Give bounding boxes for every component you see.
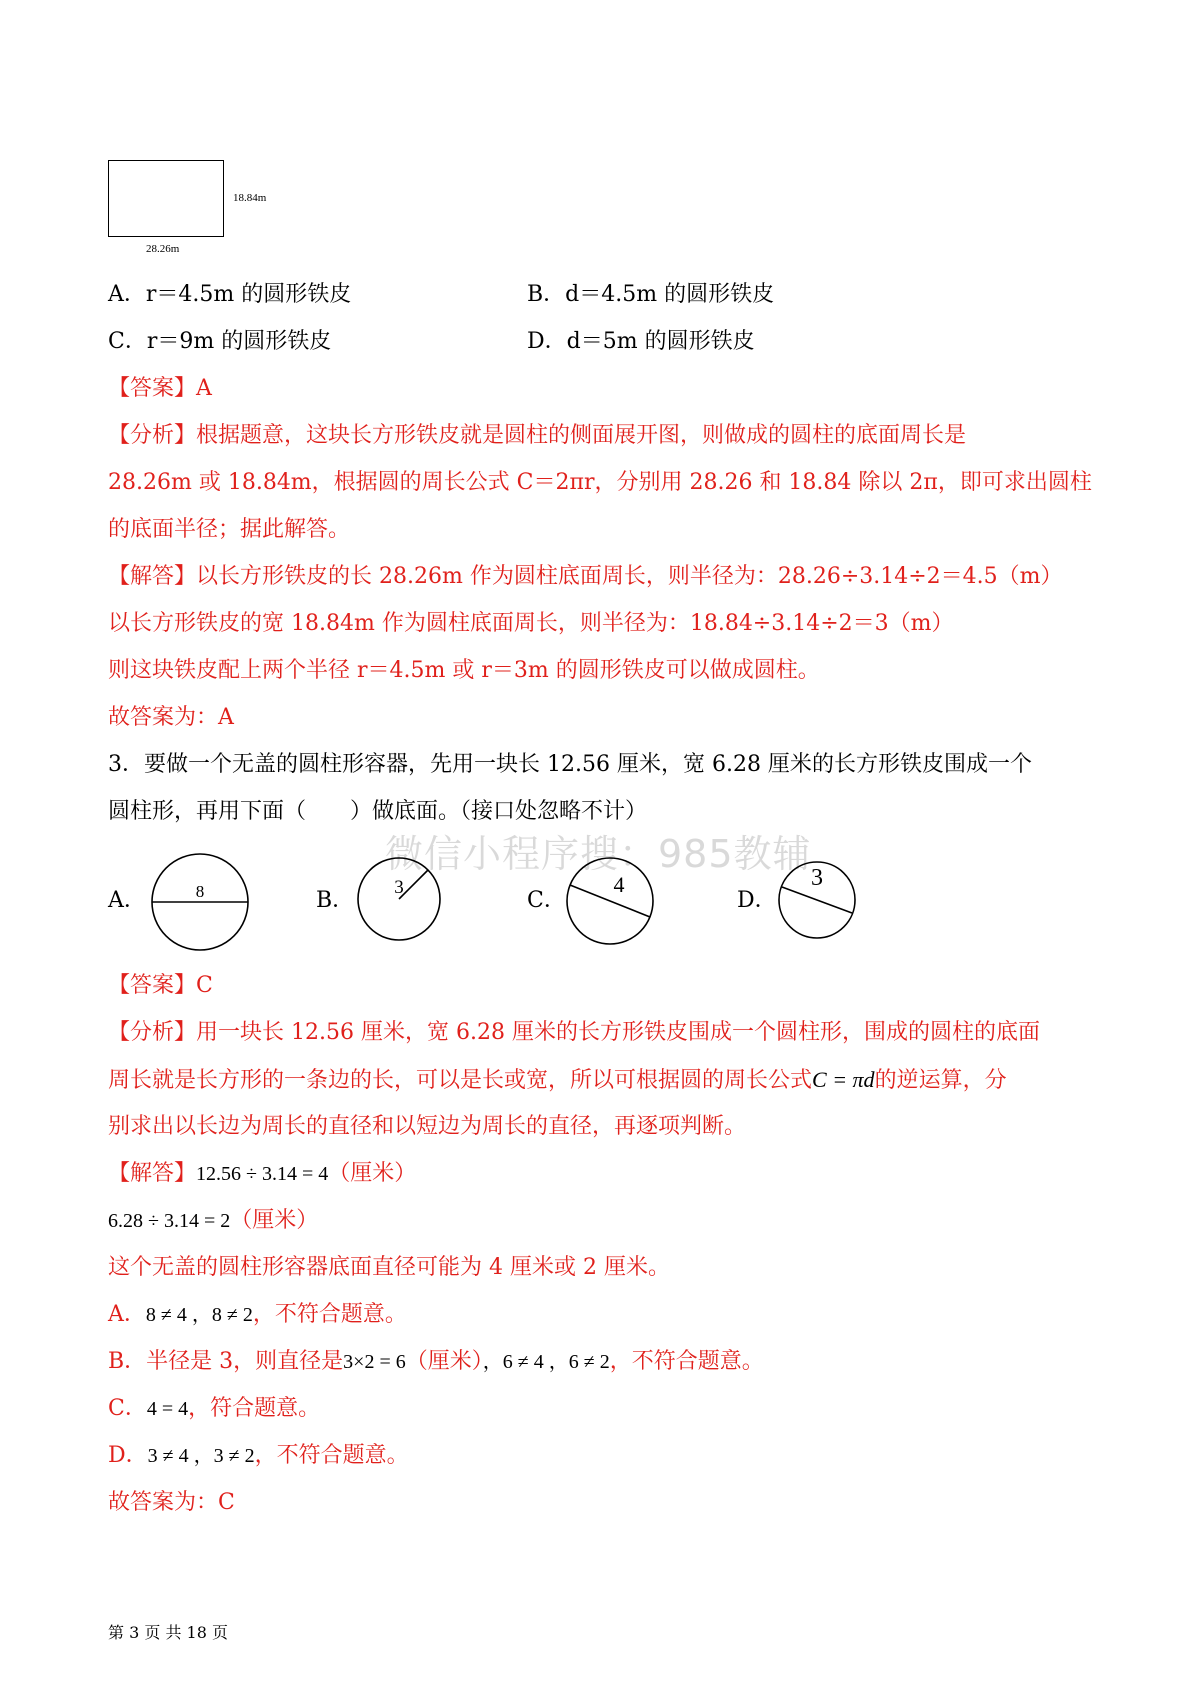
- q2-option-d: D．d＝5m 的圆形铁皮: [527, 329, 755, 354]
- q2-answer: 【答案】A: [108, 376, 212, 401]
- iron-sheet-rectangle: [108, 160, 224, 237]
- page-footer: 第 3 页 共 18 页: [108, 1623, 228, 1642]
- q3-analysis-line-2: [108, 1065, 1007, 1096]
- q3-solution-option-d: [108, 1441, 409, 1471]
- option-d-math: 3 ≠ 4 ，3 ≠ 2: [147, 1445, 255, 1467]
- q2-analysis-line-1: 【分析】根据题意，这块长方形铁皮就是圆柱的侧面展开图，则做成的圆柱的底面周长是: [108, 423, 967, 448]
- watermark: 微信小程序搜：985教辅: [385, 832, 812, 876]
- q3-analysis-line-1: 【分析】用一块长 12.56 厘米，宽 6.28 厘米的长方形铁皮围成一个圆柱形，围成的圆柱的底面: [108, 1020, 1040, 1045]
- q3-analysis-line-2-post: 的逆运算，分: [874, 1068, 1007, 1093]
- q3-option-d-letter: D．: [737, 888, 777, 913]
- q3-answer: 【答案】C: [108, 973, 213, 998]
- option-b-math: 3×2 = 6: [343, 1351, 406, 1373]
- q3-option-b-circle: [356, 856, 442, 942]
- circle-a-number: 8: [195, 882, 205, 901]
- q3-solution-conclusion: 这个无盖的圆柱形容器底面直径可能为 4 厘米或 2 厘米。: [108, 1255, 670, 1280]
- option-c-label: C．: [108, 1396, 147, 1421]
- q2-option-c: C．r＝9m 的圆形铁皮: [108, 329, 332, 354]
- q3-solution-eq1-unit: （厘米）: [328, 1161, 417, 1186]
- perimeter-formula: C = πd: [812, 1067, 875, 1092]
- q3-final-answer: 故答案为：C: [108, 1490, 235, 1515]
- q3-option-a-circle: [150, 852, 250, 952]
- q2-solution-line-1: 【解答】以长方形铁皮的长 28.26m 作为圆柱底面周长，则半径为：28.26÷3.14÷2＝4.5（m）: [108, 564, 1063, 589]
- q3-question-line-1: 3．要做一个无盖的圆柱形容器，先用一块长 12.56 厘米，宽 6.28 厘米的长方形铁皮围成一个: [108, 752, 1032, 777]
- q3-solution-label: 【解答】: [108, 1161, 197, 1186]
- q3-solution-eq2: 6.28 ÷ 3.14 = 2: [108, 1210, 231, 1232]
- q3-solution-option-a: [108, 1300, 407, 1330]
- option-a-math: 8 ≠ 4 ，8 ≠ 2: [145, 1304, 253, 1326]
- q3-solution-option-b: [108, 1347, 764, 1377]
- option-d-text: ，不符合题意。: [254, 1443, 409, 1468]
- q3-option-a-letter: A．: [108, 888, 146, 913]
- q3-solution-option-c: [108, 1394, 320, 1424]
- option-c-math: 4 = 4: [146, 1398, 189, 1420]
- rectangle-width-label: 28.26m: [146, 243, 180, 255]
- q2-analysis-line-2: 28.26m 或 18.84m，根据圆的周长公式 C＝2πr，分别用 28.26 和 18.84 除以 2π，即可求出圆柱: [108, 470, 1092, 495]
- q3-solution-eq1: 12.56 ÷ 3.14 = 4: [196, 1163, 329, 1185]
- q3-solution-line-1: [108, 1159, 416, 1189]
- option-b-math-2: ，6 ≠ 4 ，6 ≠ 2: [482, 1351, 610, 1373]
- q2-option-a: A．r＝4.5m 的圆形铁皮: [108, 282, 352, 307]
- q3-solution-line-2: [108, 1206, 318, 1236]
- circle-b-number: 3: [394, 877, 404, 898]
- q2-solution-line-2: 以长方形铁皮的宽 18.84m 作为圆柱底面周长，则半径为：18.84÷3.14÷2＝3（m）: [108, 611, 954, 636]
- q3-analysis-line-2-pre: 周长就是长方形的一条边的长，可以是长或宽，所以可根据圆的周长公式: [108, 1068, 813, 1093]
- circle-c-number: 4: [613, 872, 625, 897]
- circle-c-diameter: [570, 885, 650, 917]
- circle-d-number: 3: [811, 865, 823, 891]
- q3-option-b-letter: B．: [316, 888, 355, 913]
- option-c-text: ，符合题意。: [188, 1396, 321, 1421]
- q3-option-d-circle: [777, 860, 857, 940]
- q3-question-line-2: 圆柱形，再用下面（ ）做底面。（接口处忽略不计）: [108, 799, 648, 824]
- q3-analysis-line-3: 别求出以长边为周长的直径和以短边为周长的直径，再逐项判断。: [108, 1114, 747, 1139]
- q2-option-b: B．d＝4.5m 的圆形铁皮: [527, 282, 775, 307]
- option-d-label: D．: [108, 1443, 148, 1468]
- q2-solution-line-3: 则这块铁皮配上两个半径 r＝4.5m 或 r＝3m 的圆形铁皮可以做成圆柱。: [108, 658, 820, 683]
- rectangle-height-label: 18.84m: [233, 192, 267, 204]
- q2-final-answer: 故答案为：A: [108, 705, 234, 730]
- q2-analysis-line-3: 的底面半径；据此解答。: [108, 517, 351, 542]
- option-b-label: B．半径是 3，则直径是: [108, 1349, 344, 1374]
- option-a-text: ，不符合题意。: [252, 1302, 407, 1327]
- q3-option-c-letter: C．: [527, 888, 566, 913]
- option-b-unit: （厘米）: [405, 1349, 483, 1374]
- q3-solution-eq2-unit: （厘米）: [230, 1208, 319, 1233]
- option-b-text: ，不符合题意。: [609, 1349, 764, 1374]
- q3-option-c-circle: [565, 856, 655, 946]
- option-a-label: A．: [108, 1302, 146, 1327]
